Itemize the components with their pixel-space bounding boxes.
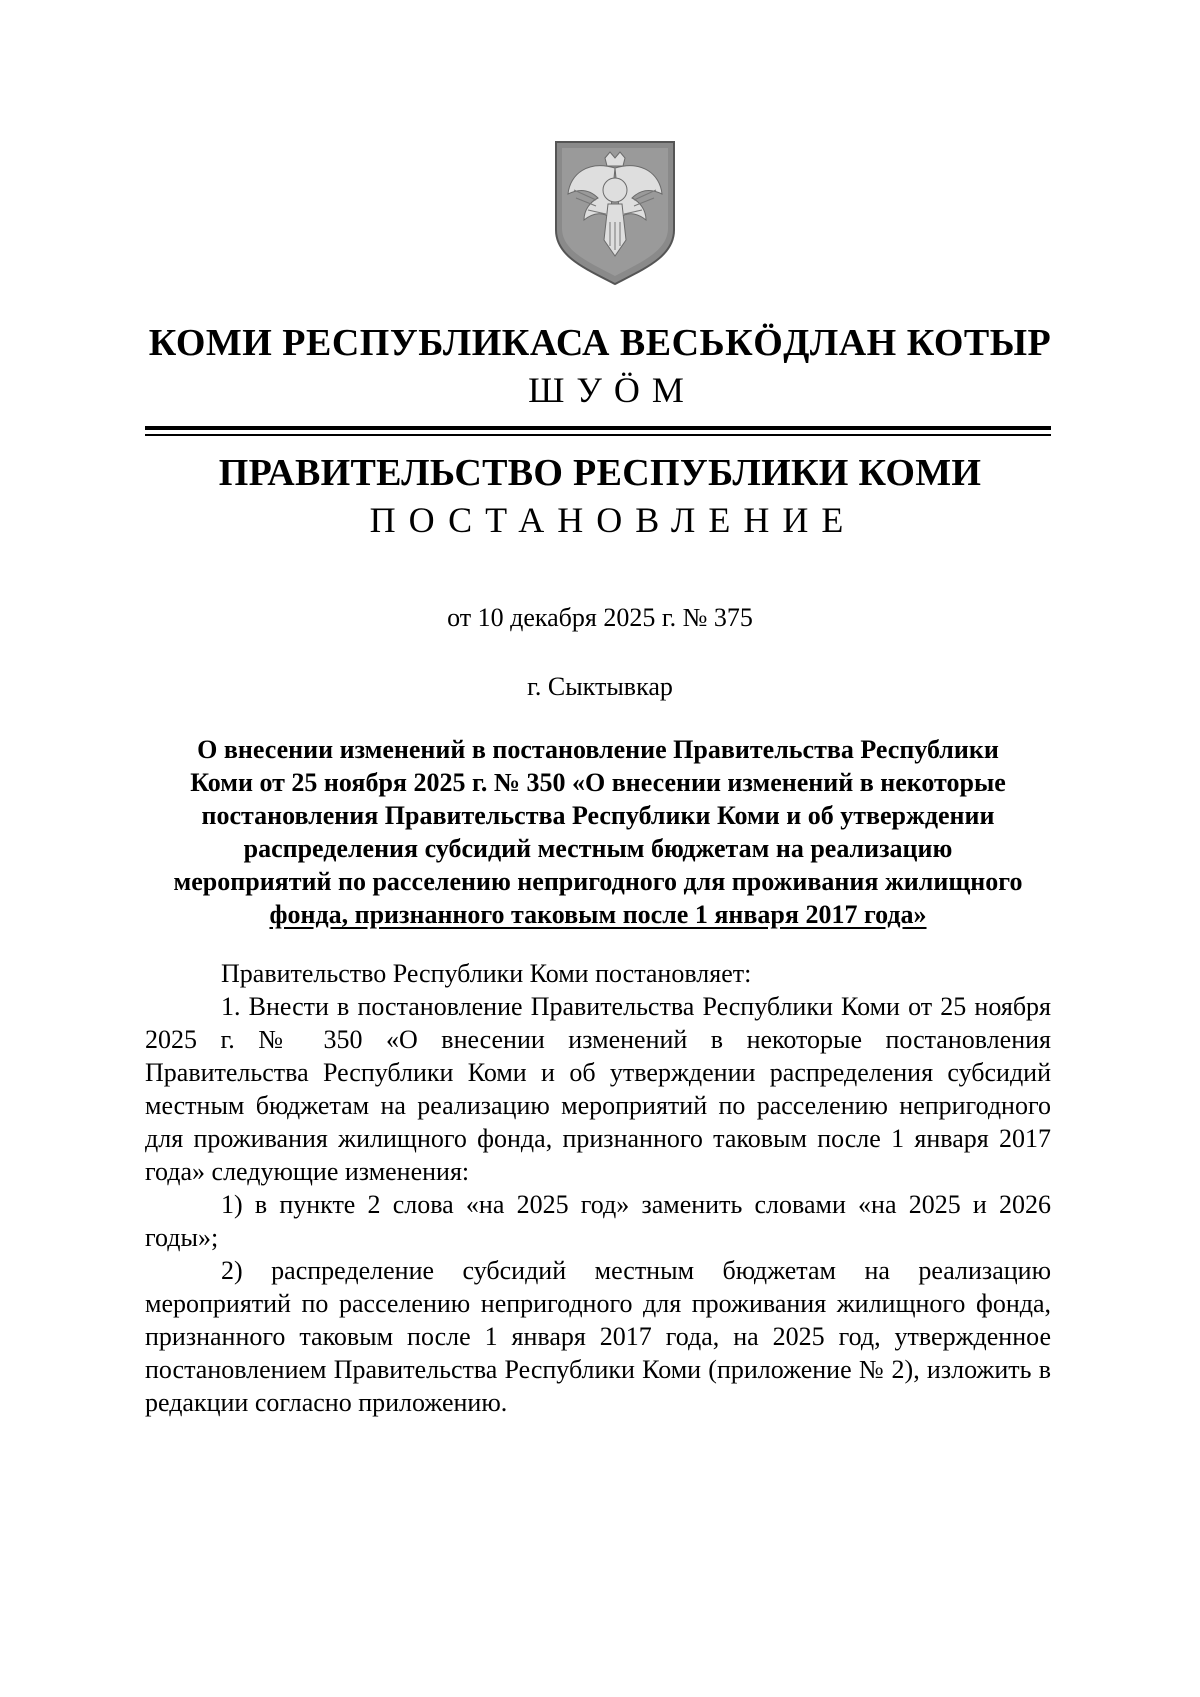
- title-line: мероприятий по расселению непригодного для проживания жилищного: [173, 867, 1023, 896]
- body-paragraph: Правительство Республики Коми постановляет:: [221, 959, 752, 988]
- komi-header-title: КОМИ РЕСПУБЛИКАСА ВЕСЬКӦДЛАН КОТЫР: [148, 322, 1052, 364]
- title-line: Коми от 25 ноября 2025 г. № 350 «О внесении изменений в некоторые: [190, 768, 1006, 797]
- header-divider-thick: [145, 426, 1051, 430]
- body-paragraph: 2) распределение субсидий местным бюджетам на реализацию мероприятий по расселению непригодного для проживания жилищного фонда, признанного таковым после 1 января 2017 года, на 2025 год, утвержденное постановлением Правительства Республики Коми (приложение № 2), изложить в редакции согласно приложению.: [145, 1256, 1051, 1417]
- title-line: распределения субсидий местным бюджетам на реализацию: [243, 834, 953, 863]
- document-title: [145, 733, 1051, 931]
- document-body: [145, 957, 1051, 1419]
- header-divider-thin: [145, 434, 1051, 436]
- komi-coat-of-arms-icon: [550, 138, 680, 288]
- body-paragraph: 1. Внести в постановление Правительства Республики Коми от 25 ноября 2025 г. № 350 «О внесении изменений в некоторые постановления Правительства Республики Коми и об утверждении распределения субсидий местным бюджетам на реализацию мероприятий по расселению непригодного для проживания жилищного фонда, признанного таковым после 1 января 2017 года» следующие изменения:: [145, 992, 1051, 1186]
- document-type: ПОСТАНОВЛЕНИЕ: [369, 500, 857, 540]
- title-line-underlined: фонда, признанного таковым после 1 января 2017 года»: [269, 900, 927, 929]
- komi-header-subtitle: ШУӦМ: [528, 370, 696, 410]
- document-date-number: от 10 декабря 2025 г. № 375: [447, 603, 753, 632]
- title-line: О внесении изменений в постановление Правительства Республики: [197, 735, 999, 764]
- title-line: постановления Правительства Республики Коми и об утверждении: [201, 801, 995, 830]
- document-city: г. Сыктывкар: [527, 672, 673, 701]
- body-paragraph: 1) в пункте 2 слова «на 2025 год» заменить словами «на 2025 и 2026 годы»;: [145, 1190, 1051, 1252]
- government-title: ПРАВИТЕЛЬСТВО РЕСПУБЛИКИ КОМИ: [218, 452, 982, 494]
